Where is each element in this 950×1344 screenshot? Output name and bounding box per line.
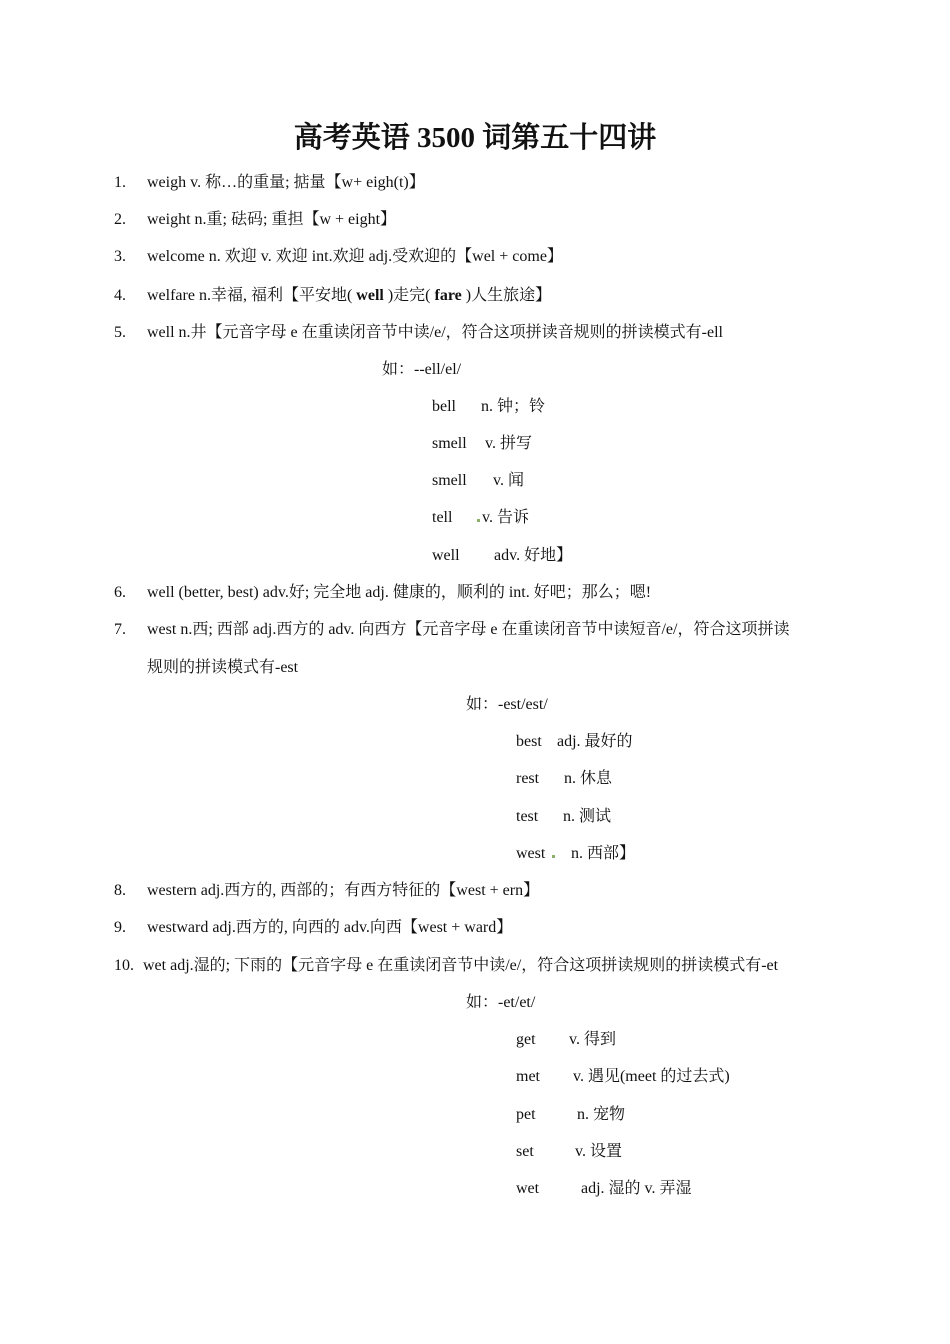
example-definition: adj. 最好的 [557,733,633,750]
entry-number: 3. [114,248,126,265]
example-definition: n. 钟；铃 [481,398,546,415]
example-definition: n. 宠物 [577,1106,626,1123]
entry-text-post: )人生旅途】 [461,287,552,304]
example-word: tell [432,509,453,526]
example-word: set [516,1143,534,1160]
entry-text: west n.西; 西部 adj.西方的 adv. 向西方【元音字母 e 在重读闭音节中读短音/e/，符合这项拼读 [147,621,790,638]
entry-number: 8. [114,882,126,899]
entry-number: 1. [114,174,126,191]
example-definition: n. 休息 [564,770,613,787]
example-header: 如：-et/et/ [466,994,536,1011]
example-word: best [516,733,542,750]
example-word: bell [432,398,456,415]
entry-number: 2. [114,211,126,228]
example-word: met [516,1068,540,1085]
entry-number: 6. [114,584,126,601]
example-header: 如：-est/est/ [466,696,548,713]
example-header: 如：--ell/el/ [382,361,462,378]
dot-mark [552,855,555,858]
entry-text-continued: 规则的拼读模式有-est [147,659,299,676]
entry-number: 5. [114,324,126,341]
example-definition: adj. 湿的 v. 弄湿 [581,1180,692,1197]
entry-text: westward adj.西方的, 向西的 adv.向西【west + ward】 [147,919,513,936]
example-definition: adv. 好地】 [494,547,573,564]
example-word: pet [516,1106,536,1123]
example-word: test [516,808,539,825]
entry-text-mid: )走完( [383,287,435,304]
example-definition-text: n. 西部】 [571,845,636,862]
entry-text: wet adj.湿的; 下雨的【元音字母 e 在重读闭音节中读/e/，符合这项拼读规则的拼读模式有-et [143,957,779,974]
entry-text [147,285,551,307]
entry-text: well n.井【元音字母 e 在重读闭音节中读/e/，符合这项拼读音规则的拼读模式有-ell [147,324,723,341]
example-word: rest [516,770,540,787]
entry-text: welcome n. 欢迎 v. 欢迎 int.欢迎 adj.受欢迎的【wel + come】 [147,248,563,265]
example-word: wet [516,1180,540,1197]
example-word: get [516,1031,536,1048]
example-definition: v. 遇见(meet 的过去式) [573,1068,730,1085]
entry-text: weight n.重; 砝码; 重担【w + eight】 [147,211,397,228]
example-definition: v. 拼写 [485,435,532,452]
entry-number: 10. [114,957,134,974]
page-title: 高考英语 3500 词第五十四讲 [293,122,657,154]
entry-bold-word: well [356,287,384,304]
example-definition-text: v. 告诉 [482,509,529,526]
example-definition [477,507,529,529]
example-definition: v. 闻 [493,472,524,489]
example-word: smell [432,472,467,489]
entry-number: 7. [114,621,126,638]
example-definition: v. 得到 [569,1031,616,1048]
entry-text-pre: welfare n.幸福, 福利【平安地( [147,287,357,304]
example-word: west [516,845,546,862]
entry-number: 9. [114,919,126,936]
dot-mark [477,519,480,522]
entry-number: 4. [114,287,126,304]
example-definition [552,843,635,865]
entry-text: weigh v. 称…的重量; 掂量【w+ eigh(t)】 [147,174,425,191]
example-definition: v. 设置 [575,1143,622,1160]
example-word: well [432,547,460,564]
example-word: smell [432,435,467,452]
entry-text: well (better, best) adv.好; 完全地 adj. 健康的，顺利的 int. 好吧；那么；嗯! [147,584,652,601]
entry-bold-word: fare [434,287,462,304]
example-definition: n. 测试 [563,808,612,825]
entry-text: western adj.西方的, 西部的；有西方特征的【west + ern】 [147,882,540,899]
